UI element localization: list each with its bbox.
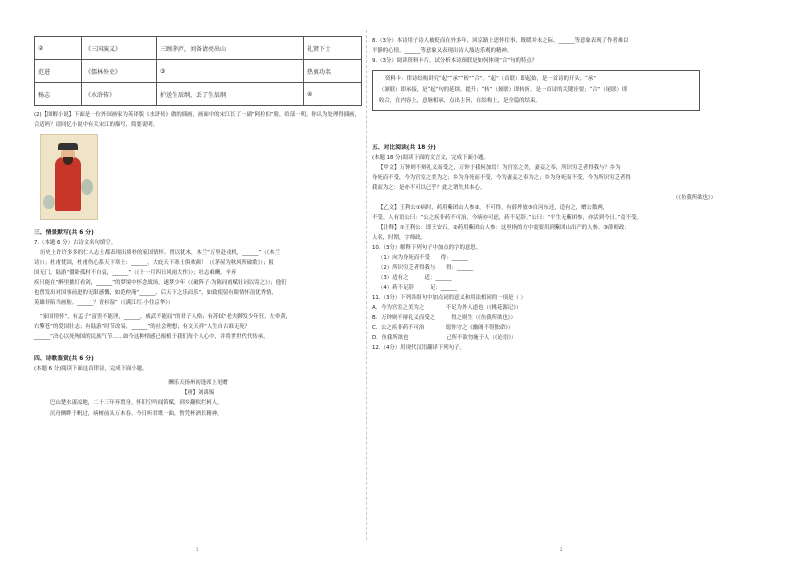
text-yi-line: 不受。人有语公曰：“公之疾非药不可治，今病亦可虑，药不足辞。”公曰：“平生无紫团参，亦活到今日。”竟不受。 xyxy=(372,215,642,221)
question-11-option: D．鱼我所欲也 己所不欲勿施于人（《论语》） xyxy=(372,335,517,341)
table-row xyxy=(35,37,362,60)
question-11-option: A．今为宫室之美为之 不足为外人道也（《桃花源记》） xyxy=(372,305,522,311)
text-jia-line: 身死而不受，今为宫室之美为之；乡为身死而不受，今为妻妾之奉为之；乡为身死而不受，今为所识穷乏者得 xyxy=(372,175,631,181)
song-jiang-illustration xyxy=(40,134,98,220)
text-jia-source: （《鱼我所欲也》） xyxy=(672,195,716,201)
table-cell: 《三国演义》 xyxy=(82,37,157,60)
table-cell: 范进 xyxy=(35,60,82,83)
column-divider xyxy=(366,30,367,540)
passage-line: 也曾发出对国事前进的无限感慨，如范仲淹“______，后天下之乐而乐”，如致使留有限情怀浪优秀情， xyxy=(34,290,277,296)
question-12: 12.（4分）用现代汉语翻译下列句子。 xyxy=(372,345,465,351)
table-cell: 《儒林外史》 xyxy=(82,60,157,83)
table-row xyxy=(35,60,362,83)
page-number-right: 2 xyxy=(560,547,563,552)
question-11-option: B．万钟则不辩礼义而受之 得之则生（《鱼我所欲也》） xyxy=(372,315,516,321)
resource-line: 收合，在内容上，意脉相承，点出主旨，在结构上，是全篇的结束。 xyxy=(379,98,541,104)
resource-line: （颔联）即承接，是“起”句的延续、提升；“转”（颈联）即转折，是一首诗的关键诠要；“合”（尾联）即 xyxy=(379,87,628,93)
poem-title: 酬乐天扬州初逢席上见赠 xyxy=(168,380,228,386)
left-column xyxy=(34,36,362,420)
passage-line: 疾只能在“醉里挑灯看剑，______”的梦境中怀念战场，遂梦少年（《破阵子·为陈同甫赋壮词以寄之》）；他们 xyxy=(34,280,287,286)
question-image-prompt: (2)【图解小说】下面是一位外国画家为英译版《水浒传》做的插画，画面中的宋江长了一副“阿拉伯”脸，给部一明。你认为处理得插画，合适吗？请回忆小说中有关宋江的描写，简要说明。 xyxy=(34,112,360,128)
passage-line: 英雄非陷当画舫。______？青衫湿”（《满江红·小住京华》） xyxy=(34,300,174,306)
page-number-left: 1 xyxy=(196,547,199,552)
question-11-option: C．公之疾非药不可治 愿你守之《幽阁不得独命》） xyxy=(372,325,514,331)
resource-line: 资料卡：律诗结构讲究“起”“承”“转”“合”。“起”（首联）即起始，是一首诗的开头；“承” xyxy=(385,76,596,82)
section-4-title: 四、诗歌鉴赏(共 6 分) xyxy=(34,356,94,362)
question-8-cont: 平静的心情。______等意象又表现出诗人豁达乐观的精神。 xyxy=(372,48,513,54)
passage-line: 右擎苍”的爱国壮志；有陆游“时节改易，______”的社会理想；有文天祥“人生自古谁无死？ xyxy=(34,324,251,330)
question-7: 7.（本题 6 分）古诗文名句填空。 xyxy=(34,240,117,246)
passage-line: 诗》）；杜甫忧国，杜甫伤心系天下寒士：______，大庇天下寒士俱欢颜！（《茅屋为秋风所破歌》）；报 xyxy=(34,260,274,266)
table-cell: 礼贤下士 xyxy=(304,37,362,60)
poem-author: 【唐】刘禹锡 xyxy=(181,390,215,396)
question-10-item: （2）所识穷乏者得我与 得：______ xyxy=(378,265,474,271)
text-yi-line: 【乙文】王利公①病时，药用紫团山人参②。不可得。有薛斧放③自河东还，适有之，赠公数两， xyxy=(378,205,609,211)
question-10-item: （3）适有之 适：______ xyxy=(378,275,452,281)
poem-line: 巴山楚水凄凉地，二十三年弃置身。怀旧空吟闻笛赋，到乡翻似烂柯人。 xyxy=(50,400,223,406)
passage-line: 国无门，陆游“僵卧孤村不自哀，______”（《十一月四日风雨大作》）；壮志难酬，辛弃 xyxy=(34,270,237,276)
table-row xyxy=(35,83,362,106)
question-10-item: （1）向为身死而不受 得：______ xyxy=(378,255,468,261)
table-cell: 《水浒传》 xyxy=(82,83,157,106)
text-jia-line: 我而为之：是亦不可以已乎？此之谓失其本心。 xyxy=(372,185,486,191)
annotation-line: 【注释】①王利公：即王安石。②药用紫团山人参：这里指的方中需要用到紫团山出产的人参。③薛师政： xyxy=(378,225,630,231)
poem-line: 沉舟侧畔千帆过，病树前头万木春。今日听君歌一曲，暂凭杯酒长精神。 xyxy=(50,411,223,417)
table-cell: 护送生辰纲，丢了生辰纲 xyxy=(157,83,304,106)
passage-line: ______”决心以死殉国的民族气节……如今这种情感已根植于我们每个人心中，并将世世代代传承。 xyxy=(34,334,269,340)
section-3-title: 三、情景默写(共 6 分) xyxy=(34,230,94,236)
passage-line: 历史上许许多多的仁人志士都表现出质朴的家国情怀。曾以犹木，木兰“万里赴戎机，______”（《木兰 xyxy=(40,250,281,256)
section-5-intro: (本题 18 分)阅读下面的文言文，完成下面小题。 xyxy=(372,155,489,161)
character-table xyxy=(34,36,362,106)
resource-card xyxy=(372,70,700,111)
table-cell: 三顾茅庐，刘备请亮出山 xyxy=(157,37,304,60)
table-cell: 热衷功名 xyxy=(304,60,362,83)
question-10-item: （4）药不足辞 足：______ xyxy=(378,285,457,291)
table-cell: ④ xyxy=(304,83,362,106)
table-cell: ③ xyxy=(157,60,304,83)
question-11: 11.（3分）下列各组句中加点词的意义和用法相同的一项是（ ） xyxy=(372,295,526,301)
text-jia-line: 【甲文】万钟则不辩礼义而受之，万钟于我何加焉！为宫室之美，妻妾之奉，所识穷乏者得我与？乡为 xyxy=(378,165,621,171)
table-cell: ② xyxy=(35,37,82,60)
section-5-title: 五、对比阅读(共 18 分) xyxy=(372,145,436,151)
table-cell: 杨志 xyxy=(35,83,82,106)
section-4-intro: (本题 6 分)阅读下面这首律诗，完成下面小题。 xyxy=(34,366,148,372)
question-8: 8.（3分）本诗用子诗人被贬而在外多年，回京路上思怀往事，既暖并未之际，______等意象表现了作者难以 xyxy=(372,38,629,44)
annotation-line: 人名，时期，字师政。 xyxy=(372,235,426,241)
question-10: 10.（3分）解释下列句子中加点的字的意思。 xyxy=(372,245,482,251)
right-column xyxy=(372,36,716,353)
passage-line: “家国情怀”，有孟子“富贵不能淫，______，威武不能屈”的君子人格；有苏轼“老夫聊发少年狂，左牵黄， xyxy=(40,314,292,320)
question-9: 9.（3分）阅读资料卡片，试分析本诗颈联是如何体现“合”句的特点？ xyxy=(372,58,538,64)
